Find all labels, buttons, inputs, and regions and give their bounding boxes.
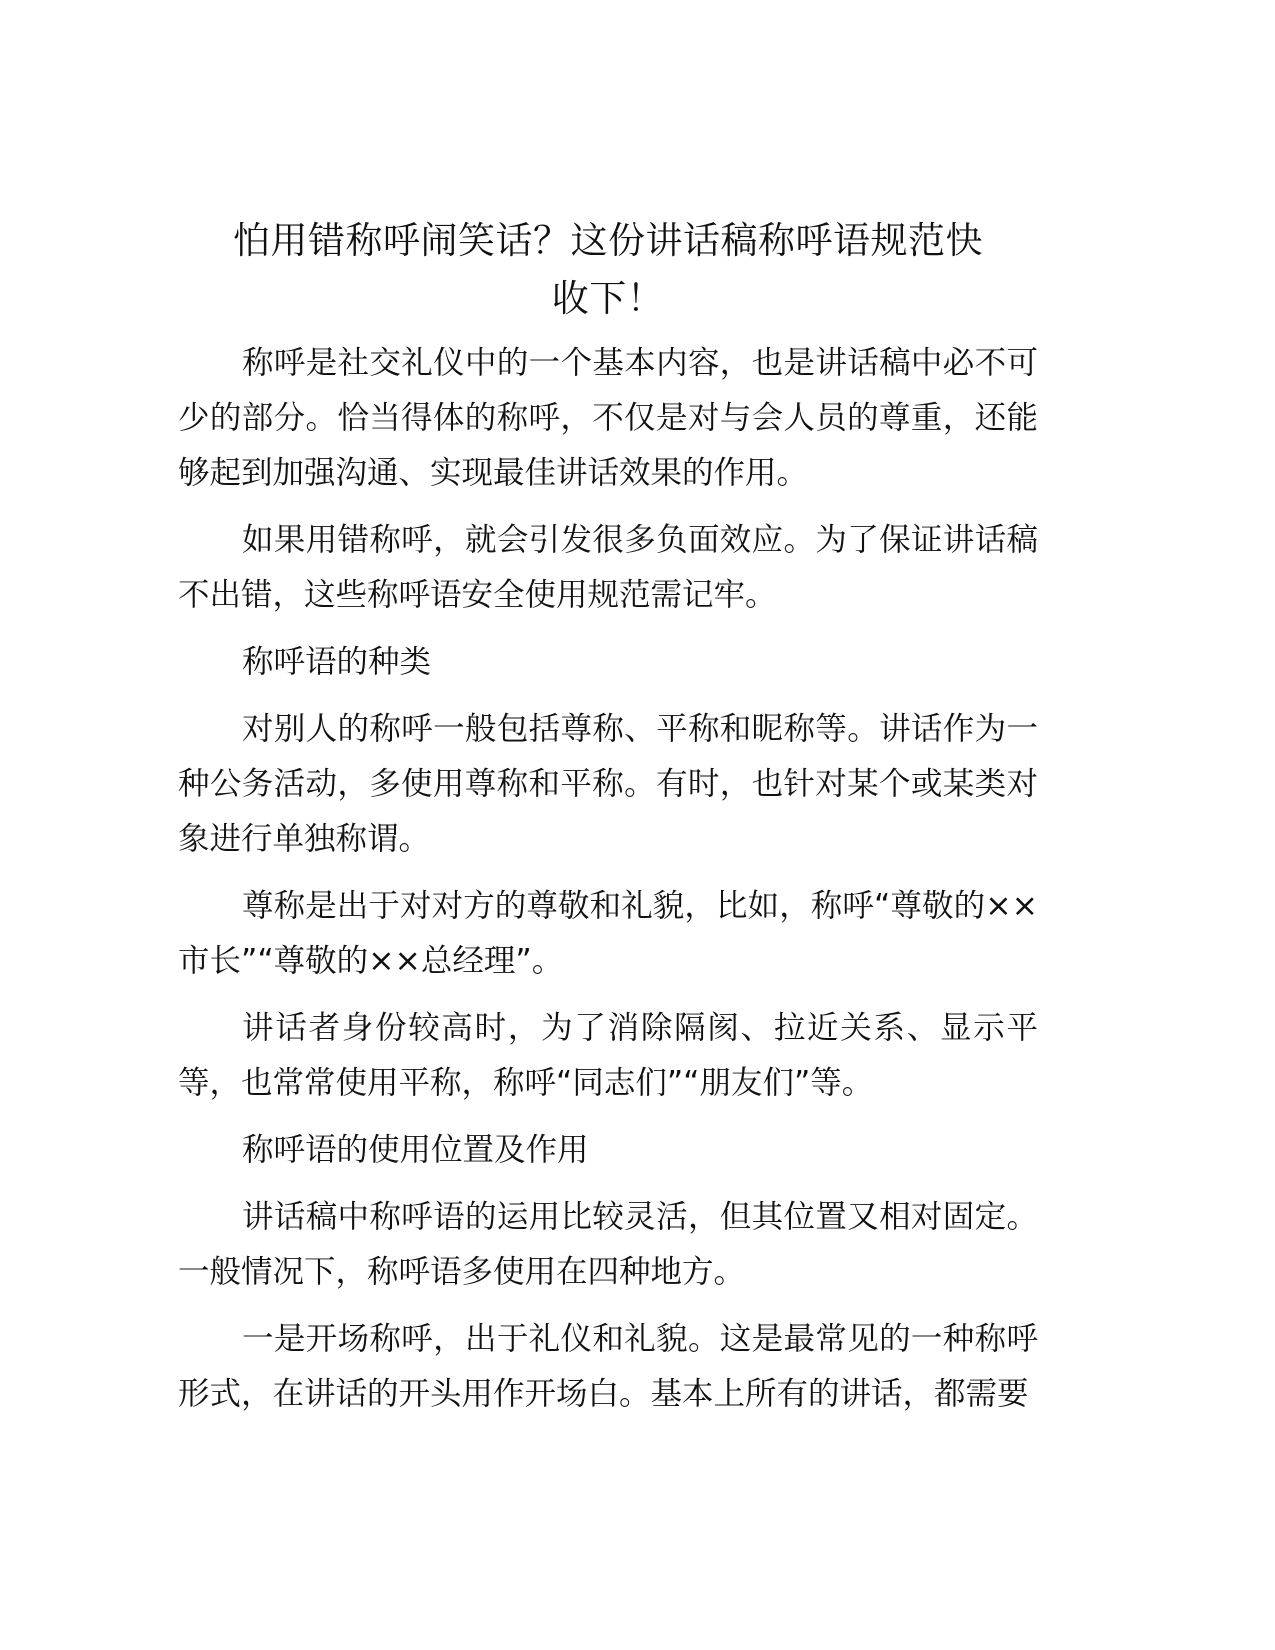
- paragraph-equal-address: 讲话者身份较高时，为了消除隔阂、拉近关系、显示平等，也常常使用平称，称呼“同志们”“朋友们”等。: [178, 1010, 1038, 1101]
- paragraph-types: 对别人的称呼一般包括尊称、平称和昵称等。讲话作为一种公务活动，多使用尊称和平称。有时，也针对某个或某类对象进行单独称谓。: [178, 711, 1038, 857]
- document-title: [178, 212, 1038, 328]
- document-body: [178, 336, 1038, 1422]
- paragraph-position: 讲话稿中称呼语的运用比较灵活，但其位置又相对固定。一般情况下，称呼语多使用在四种地方。: [178, 1199, 1038, 1290]
- paragraph-misuse-warning: 如果用错称呼，就会引发很多负面效应。为了保证讲话稿不出错，这些称呼语安全使用规范需记牢。: [178, 522, 1038, 613]
- paragraph-intro: 称呼是社交礼仪中的一个基本内容，也是讲话稿中必不可少的部分。恰当得体的称呼，不仅是对与会人员的尊重，还能够起到加强沟通、实现最佳讲话效果的作用。: [178, 345, 1038, 491]
- section-heading-position: 称呼语的使用位置及作用: [242, 1132, 589, 1168]
- paragraph-honorific: 尊称是出于对对方的尊敬和礼貌，比如，称呼“尊敬的××市长”“尊敬的××总经理”。: [178, 888, 1038, 979]
- document-page: [178, 212, 1038, 1434]
- section-heading-types: 称呼语的种类: [242, 644, 432, 680]
- title-line-1: 怕用错称呼闹笑话？这份讲话稿称呼语规范快: [233, 219, 983, 262]
- title-line-2: 收下！: [551, 277, 665, 320]
- paragraph-opening-address: 一是开场称呼，出于礼仪和礼貌。这是最常见的一种称呼形式，在讲话的开头用作开场白。基本上所有的讲话，都需要: [178, 1321, 1038, 1412]
